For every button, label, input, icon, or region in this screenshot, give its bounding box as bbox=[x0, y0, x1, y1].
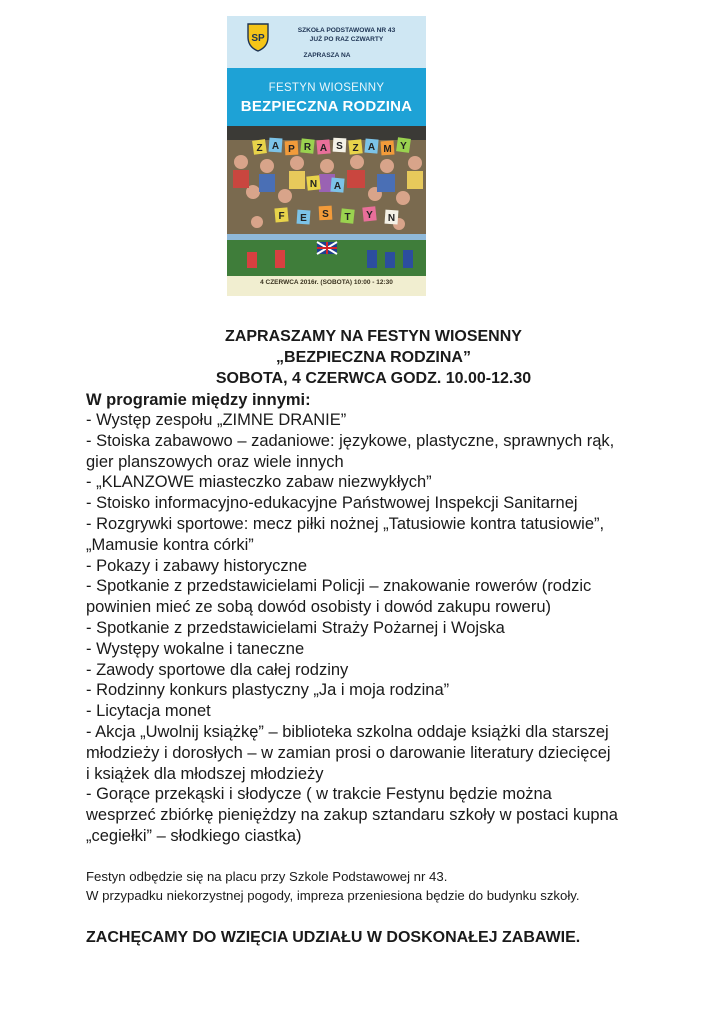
event-date-time: SOBOTA, 4 CZERWCA GODZ. 10.00-12.30 bbox=[215, 370, 532, 387]
svg-text:Z: Z bbox=[352, 143, 359, 154]
letter-sign bbox=[274, 207, 288, 222]
event-name: „BEZPIECZNA RODZINA” bbox=[276, 349, 471, 366]
invitation-heading: ZAPRASZAMY NA FESTYN WIOSENNY bbox=[225, 328, 522, 345]
letter-sign bbox=[316, 139, 330, 154]
svg-text:A: A bbox=[333, 181, 342, 192]
location-note: Festyn odbędzie się na placu przy Szkole Podstawowej nr 43. bbox=[86, 869, 448, 884]
letter-sign bbox=[348, 139, 362, 154]
letter-sign bbox=[319, 206, 333, 221]
svg-text:P: P bbox=[288, 144, 295, 155]
svg-text:A: A bbox=[367, 142, 376, 153]
svg-text:M: M bbox=[383, 144, 392, 155]
letter-sign bbox=[340, 208, 354, 223]
program-item: - Stoisko informacyjno-edukacyjne Państwowej Inspekcji Sanitarnej bbox=[86, 494, 578, 513]
svg-text:N: N bbox=[387, 213, 396, 224]
program-item: - Występy wokalne i taneczne bbox=[86, 639, 305, 658]
letter-sign bbox=[300, 138, 314, 153]
letter-sign bbox=[306, 175, 320, 190]
poster-line-2: JUŻ PO RAZ CZWARTY bbox=[309, 36, 384, 43]
program-item: „Mamusie kontra córki” bbox=[86, 535, 254, 554]
svg-text:A: A bbox=[319, 143, 328, 154]
program-item: powinien mieć ze sobą dowód osobisty i dowód zakupu roweru) bbox=[86, 598, 552, 617]
letter-sign bbox=[362, 206, 376, 221]
program-item: - Spotkanie z przedstawicielami Policji – znakowanie rowerów (rodzic bbox=[86, 577, 592, 596]
svg-text:F: F bbox=[278, 211, 285, 222]
program-title: W programie między innymi: bbox=[86, 391, 311, 409]
weather-note: W przypadku niekorzystnej pogody, impreza przeniesiona będzie do budynku szkoły. bbox=[86, 888, 580, 903]
festival-poster bbox=[227, 16, 426, 296]
svg-text:R: R bbox=[303, 142, 312, 153]
svg-text:E: E bbox=[300, 213, 307, 224]
photo-illustration bbox=[227, 126, 426, 276]
svg-text:Y: Y bbox=[400, 141, 407, 152]
program-item: - Licytacja monet bbox=[86, 702, 211, 721]
poster-title-band bbox=[227, 68, 426, 126]
poster-title-2: BEZPIECZNA RODZINA bbox=[240, 98, 413, 115]
program-item: - Spotkanie z przedstawicielami Straży Pożarnej i Wojska bbox=[86, 618, 505, 637]
svg-text:T: T bbox=[344, 212, 351, 223]
program-item: - Występ zespołu „ZIMNE DRANIE” bbox=[86, 411, 347, 429]
letter-sign bbox=[269, 138, 283, 153]
letter-sign bbox=[385, 210, 399, 225]
program-list bbox=[86, 410, 661, 847]
poster-school-name: SZKOŁA PODSTAWOWA NR 43 bbox=[297, 27, 396, 34]
svg-text:N: N bbox=[309, 179, 318, 190]
svg-text:SP: SP bbox=[251, 33, 265, 44]
letter-sign bbox=[381, 141, 395, 156]
svg-text:S: S bbox=[336, 141, 343, 152]
poster-header bbox=[227, 16, 426, 68]
letter-sign bbox=[364, 139, 378, 154]
closing-invitation: ZACHĘCAMY DO WZIĘCIA UDZIAŁU W DOSKONAŁEJ ZABAWIE. bbox=[86, 929, 581, 946]
poster-title-1: FESTYN WIOSENNY bbox=[268, 82, 385, 94]
program-item: wesprzeć zbiórkę pieniężdzy na zakup sztandaru szkoły w postaci kupna bbox=[86, 806, 618, 825]
program-item: - Rodzinny konkurs plastyczny „Ja i moja rodzina” bbox=[86, 681, 450, 700]
program-item: gier planszowych oraz wiele innych bbox=[86, 452, 344, 471]
letter-sign bbox=[285, 141, 299, 156]
children-photo bbox=[227, 126, 426, 276]
program-item: - Zawody sportowe dla całej rodziny bbox=[86, 660, 349, 679]
program-item: - Akcja „Uwolnij książkę” – biblioteka szkolna oddaje książki dla starszej bbox=[86, 722, 609, 741]
letter-sign bbox=[333, 138, 347, 153]
letter-sign bbox=[396, 137, 411, 153]
svg-text:Y: Y bbox=[366, 210, 373, 221]
letter-sign bbox=[297, 210, 311, 225]
program-item: - Pokazy i zabawy historyczne bbox=[86, 556, 308, 575]
program-item: - Stoiska zabawowo – zadaniowe: językowe, plastyczne, sprawnych rąk, bbox=[86, 431, 615, 450]
poster-line-3: ZAPRASZA NA bbox=[303, 52, 351, 59]
svg-text:Z: Z bbox=[256, 143, 263, 154]
program-item: i książek dla młodszej młodzieży bbox=[86, 764, 324, 783]
program-item: - „KLANZOWE miasteczko zabaw niezwykłych” bbox=[86, 473, 432, 492]
program-item: młodzieży i dorosłych – w zamian prosi o darowanie literatury dziecięcej bbox=[86, 743, 611, 762]
svg-text:A: A bbox=[271, 141, 280, 152]
program-item: - Rozgrywki sportowe: mecz piłki nożnej „Tatusiowie kontra tatusiowie”, bbox=[86, 514, 605, 533]
program-item: „cegiełki” – słodkiego ciastka) bbox=[86, 826, 302, 845]
program-item: - Gorące przekąski i słodycze ( w trakcie Festynu będzie można bbox=[86, 785, 552, 804]
letter-sign bbox=[252, 139, 267, 155]
poster-date: 4 CZERWCA 2016r. (SOBOTA) 10:00 - 12:30 bbox=[260, 279, 393, 286]
letter-sign bbox=[330, 178, 344, 193]
svg-text:S: S bbox=[322, 209, 329, 220]
